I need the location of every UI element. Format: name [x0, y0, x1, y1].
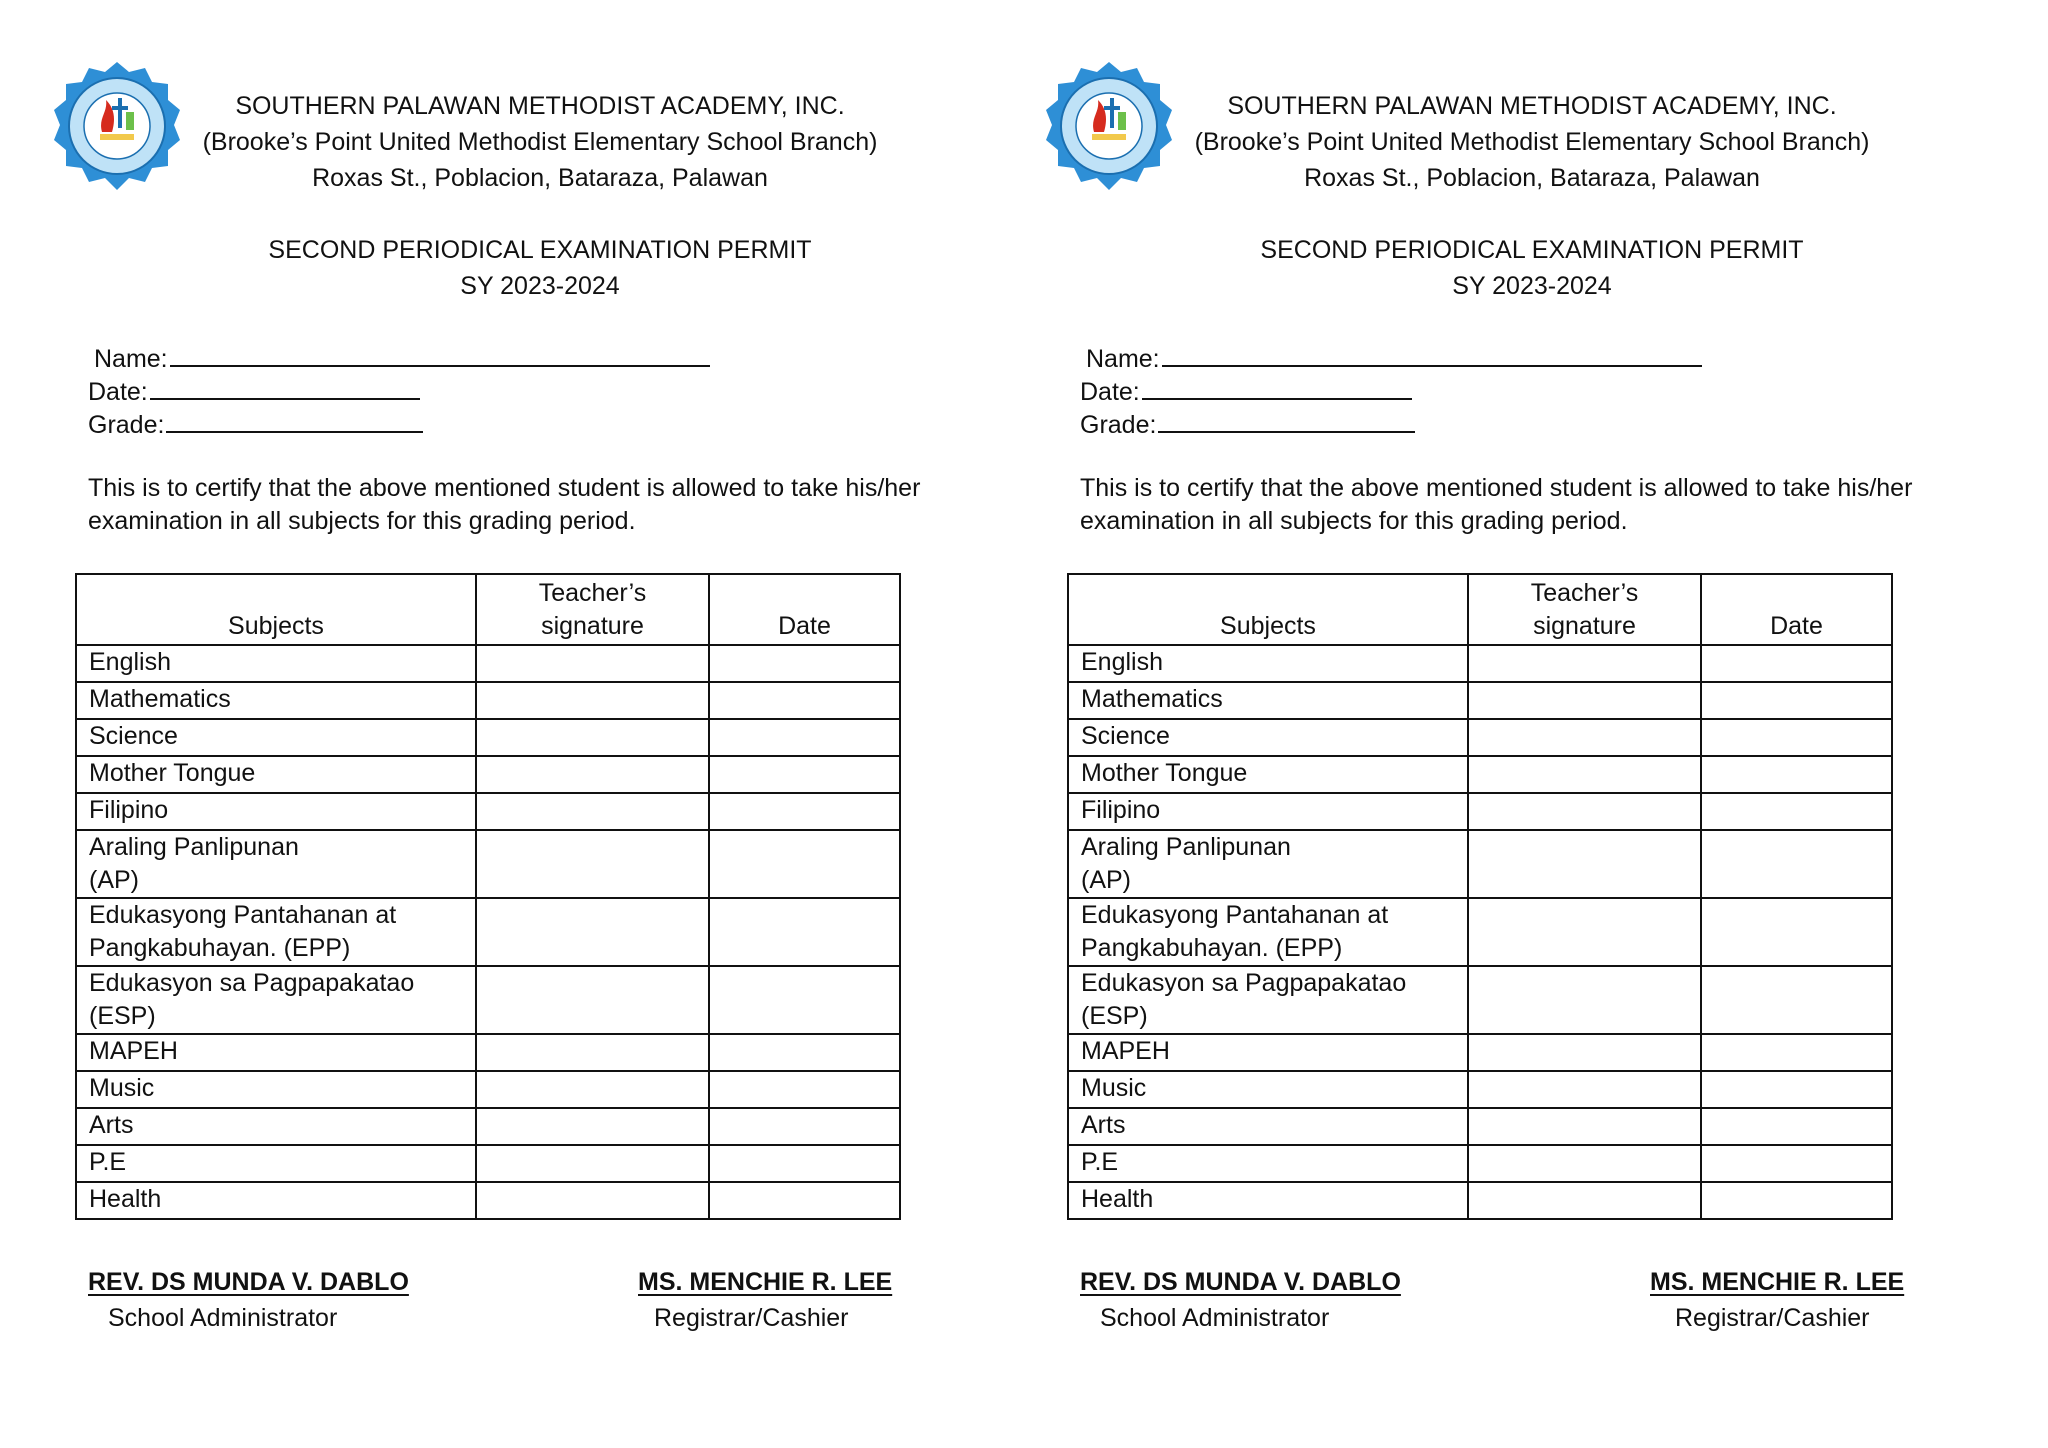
table-row — [76, 756, 900, 793]
subjects-table — [1067, 573, 1893, 1220]
table-row — [76, 1071, 900, 1108]
admin-name: REV. DS MUNDA V. DABLO — [88, 1268, 409, 1296]
signature-cell[interactable] — [476, 1108, 709, 1145]
school-year: SY 2023-2024 — [460, 272, 620, 300]
school-address: Roxas St., Poblacion, Bataraza, Palawan — [1304, 164, 1760, 192]
signature-cell[interactable] — [1468, 830, 1701, 898]
name-label: Name: — [1086, 345, 1160, 373]
name-blank[interactable] — [170, 340, 710, 367]
signature-cell[interactable] — [1468, 682, 1701, 719]
date-cell[interactable] — [709, 1145, 900, 1182]
date-cell[interactable] — [1701, 830, 1892, 898]
table-row — [1068, 1108, 1892, 1145]
header-date: Date — [709, 574, 900, 645]
signature-cell[interactable] — [1468, 1108, 1701, 1145]
subject-name: Mother Tongue — [1068, 756, 1468, 793]
date-cell[interactable] — [709, 1182, 900, 1219]
table-header-row — [76, 574, 900, 645]
school-name: SOUTHERN PALAWAN METHODIST ACADEMY, INC. — [235, 92, 845, 120]
grade-field — [88, 406, 423, 442]
date-cell[interactable] — [709, 1108, 900, 1145]
subject-name: Edukasyon sa Pagpapakatao (ESP) — [1068, 966, 1468, 1034]
table-row — [76, 719, 900, 756]
signature-cell[interactable] — [1468, 756, 1701, 793]
signature-cell[interactable] — [476, 1182, 709, 1219]
table-row — [1068, 1034, 1892, 1071]
subjects-table — [75, 573, 901, 1220]
signature-cell[interactable] — [476, 793, 709, 830]
subject-name: Mathematics — [1068, 682, 1468, 719]
registrar-name: MS. MENCHIE R. LEE — [1650, 1268, 1905, 1296]
registrar-signatory — [1650, 1264, 1904, 1336]
table-row — [76, 1034, 900, 1071]
admin-signatory — [1080, 1264, 1401, 1336]
table-row — [76, 966, 900, 1034]
date-cell[interactable] — [1701, 719, 1892, 756]
header-signature-line1: Teacher’s — [538, 579, 647, 607]
table-row — [76, 645, 900, 682]
signature-cell[interactable] — [1468, 898, 1701, 966]
signature-cell[interactable] — [476, 1034, 709, 1071]
subject-name: P.E — [76, 1145, 476, 1182]
date-cell[interactable] — [709, 756, 900, 793]
subject-name: Music — [76, 1071, 476, 1108]
signature-cell[interactable] — [476, 966, 709, 1034]
school-name: SOUTHERN PALAWAN METHODIST ACADEMY, INC. — [1227, 92, 1837, 120]
signature-cell[interactable] — [476, 898, 709, 966]
admin-role: School Administrator — [108, 1304, 338, 1332]
registrar-signatory — [638, 1264, 892, 1336]
subject-name: Health — [76, 1182, 476, 1219]
subject-name: Filipino — [76, 793, 476, 830]
header-subjects: Subjects — [1068, 574, 1468, 645]
subject-name: English — [76, 645, 476, 682]
date-cell[interactable] — [709, 682, 900, 719]
signature-cell[interactable] — [1468, 1145, 1701, 1182]
date-label: Date: — [88, 378, 148, 406]
table-row — [1068, 793, 1892, 830]
table-row — [1068, 1145, 1892, 1182]
table-row — [1068, 898, 1892, 966]
table-row — [76, 830, 900, 898]
registrar-role: Registrar/Cashier — [1675, 1304, 1870, 1332]
table-row — [1068, 966, 1892, 1034]
grade-blank[interactable] — [166, 406, 423, 433]
header-teacher-signature — [1468, 574, 1701, 645]
admin-role: School Administrator — [1100, 1304, 1330, 1332]
school-year: SY 2023-2024 — [1452, 272, 1612, 300]
subject-name: MAPEH — [76, 1034, 476, 1071]
subject-name: Science — [76, 719, 476, 756]
grade-label: Grade: — [1080, 411, 1157, 439]
signature-cell[interactable] — [1468, 645, 1701, 682]
date-cell[interactable] — [1701, 1182, 1892, 1219]
name-field — [1086, 340, 1702, 376]
table-row — [1068, 645, 1892, 682]
grade-field — [1080, 406, 1415, 442]
name-label: Name: — [94, 345, 168, 373]
date-cell[interactable] — [709, 1034, 900, 1071]
date-cell[interactable] — [1701, 682, 1892, 719]
subject-name: Araling Panlipunan (AP) — [76, 830, 476, 898]
exam-permit-left — [0, 0, 1000, 1448]
subject-name: P.E — [1068, 1145, 1468, 1182]
signature-cell[interactable] — [476, 645, 709, 682]
permit-title: SECOND PERIODICAL EXAMINATION PERMIT — [268, 236, 812, 264]
signature-cell[interactable] — [476, 830, 709, 898]
signature-cell[interactable] — [1468, 1071, 1701, 1108]
name-blank[interactable] — [1162, 340, 1702, 367]
subject-name: MAPEH — [1068, 1034, 1468, 1071]
date-blank[interactable] — [1142, 373, 1412, 400]
signature-cell[interactable] — [476, 719, 709, 756]
signature-cell[interactable] — [1468, 719, 1701, 756]
grade-label: Grade: — [88, 411, 165, 439]
date-cell[interactable] — [1701, 1108, 1892, 1145]
table-row — [1068, 830, 1892, 898]
table-row — [1068, 1071, 1892, 1108]
subject-name: English — [1068, 645, 1468, 682]
registrar-name: MS. MENCHIE R. LEE — [638, 1268, 893, 1296]
signature-cell[interactable] — [1468, 1034, 1701, 1071]
certification-text: This is to certify that the above mentioned student is allowed to take his/her examination in all subjects for this grading period. — [88, 474, 921, 535]
subject-name: Mother Tongue — [76, 756, 476, 793]
table-row — [76, 682, 900, 719]
table-row — [1068, 1182, 1892, 1219]
date-cell[interactable] — [1701, 645, 1892, 682]
signature-cell[interactable] — [1468, 793, 1701, 830]
subject-name: Edukasyong Pantahanan at Pangkabuhayan. (EPP) — [76, 898, 476, 966]
date-cell[interactable] — [1701, 898, 1892, 966]
date-cell[interactable] — [709, 898, 900, 966]
subject-name: Araling Panlipunan (AP) — [1068, 830, 1468, 898]
table-header-row — [1068, 574, 1892, 645]
subject-name: Edukasyong Pantahanan at Pangkabuhayan. (EPP) — [1068, 898, 1468, 966]
date-cell[interactable] — [709, 719, 900, 756]
grade-blank[interactable] — [1158, 406, 1415, 433]
subject-name: Health — [1068, 1182, 1468, 1219]
signature-cell[interactable] — [476, 1071, 709, 1108]
table-row — [76, 898, 900, 966]
subject-name: Edukasyon sa Pagpapakatao (ESP) — [76, 966, 476, 1034]
exam-permit-right — [992, 0, 1992, 1448]
header-signature-line1: Teacher’s — [1530, 579, 1639, 607]
date-blank[interactable] — [150, 373, 420, 400]
signature-cell[interactable] — [1468, 1182, 1701, 1219]
header-signature-line2: signature — [541, 612, 644, 640]
date-cell[interactable] — [1701, 1071, 1892, 1108]
subject-name: Science — [1068, 719, 1468, 756]
header-subjects: Subjects — [76, 574, 476, 645]
date-cell[interactable] — [709, 966, 900, 1034]
header-signature-line2: signature — [1533, 612, 1636, 640]
permit-title: SECOND PERIODICAL EXAMINATION PERMIT — [1260, 236, 1804, 264]
date-cell[interactable] — [1701, 1145, 1892, 1182]
date-cell[interactable] — [1701, 1034, 1892, 1071]
school-branch: (Brooke’s Point United Methodist Elementary School Branch) — [202, 128, 878, 156]
subject-name: Arts — [76, 1108, 476, 1145]
admin-name: REV. DS MUNDA V. DABLO — [1080, 1268, 1401, 1296]
signature-cell[interactable] — [476, 1145, 709, 1182]
date-field — [88, 373, 420, 409]
school-branch: (Brooke’s Point United Methodist Elementary School Branch) — [1194, 128, 1870, 156]
table-row — [76, 1108, 900, 1145]
header-teacher-signature — [476, 574, 709, 645]
name-field — [94, 340, 710, 376]
date-field — [1080, 373, 1412, 409]
table-row — [76, 1182, 900, 1219]
certification-text: This is to certify that the above mentioned student is allowed to take his/her examination in all subjects for this grading period. — [1080, 474, 1913, 535]
table-row — [1068, 682, 1892, 719]
subject-name: Mathematics — [76, 682, 476, 719]
table-row — [76, 793, 900, 830]
signature-cell[interactable] — [476, 756, 709, 793]
header-date: Date — [1701, 574, 1892, 645]
date-cell[interactable] — [709, 830, 900, 898]
table-row — [1068, 719, 1892, 756]
date-cell[interactable] — [1701, 756, 1892, 793]
date-cell[interactable] — [709, 645, 900, 682]
date-cell[interactable] — [1701, 793, 1892, 830]
registrar-role: Registrar/Cashier — [654, 1304, 849, 1332]
signature-cell[interactable] — [476, 682, 709, 719]
date-cell[interactable] — [709, 1071, 900, 1108]
admin-signatory — [88, 1264, 409, 1336]
table-row — [76, 1145, 900, 1182]
signature-cell[interactable] — [1468, 966, 1701, 1034]
subject-name: Music — [1068, 1071, 1468, 1108]
table-row — [1068, 756, 1892, 793]
date-cell[interactable] — [1701, 966, 1892, 1034]
date-cell[interactable] — [709, 793, 900, 830]
subject-name: Arts — [1068, 1108, 1468, 1145]
school-address: Roxas St., Poblacion, Bataraza, Palawan — [312, 164, 768, 192]
subject-name: Filipino — [1068, 793, 1468, 830]
date-label: Date: — [1080, 378, 1140, 406]
